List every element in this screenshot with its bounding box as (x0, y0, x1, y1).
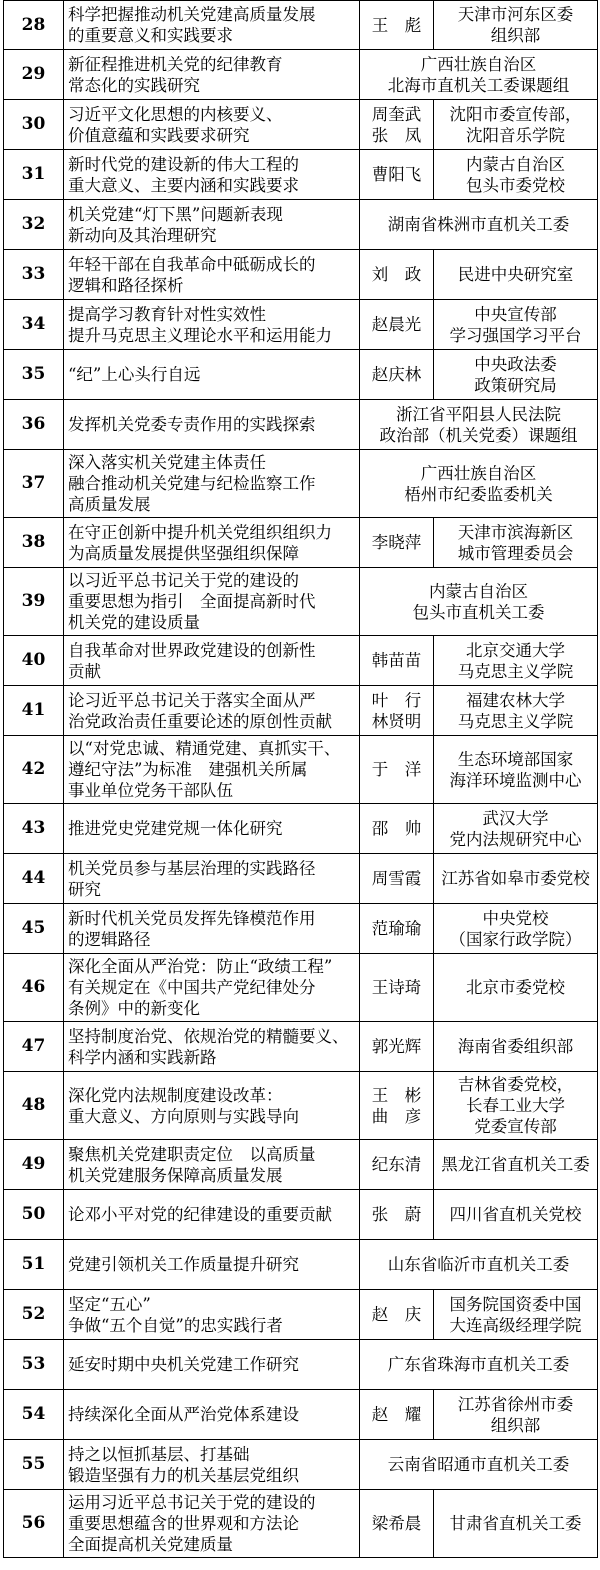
table-row (4, 400, 598, 450)
table-body (4, 1, 598, 1558)
author-unit: 湖南省株洲市直机关工委 (360, 200, 598, 250)
author-unit: 海南省委组织部 (434, 1022, 598, 1072)
awards-table (3, 0, 598, 1558)
author-unit: 吉林省委党校， 长春工业大学 党委宣传部 (434, 1072, 598, 1140)
row-number: 42 (4, 736, 64, 804)
paper-title: 自我革命对世界政党建设的创新性 贡献 (64, 636, 360, 686)
row-number: 29 (4, 50, 64, 100)
row-number: 49 (4, 1140, 64, 1190)
author-name: 王诗琦 (360, 954, 434, 1022)
author-unit: 四川省直机关党校 (434, 1190, 598, 1240)
row-number: 30 (4, 100, 64, 150)
table-row (4, 150, 598, 200)
row-number: 53 (4, 1340, 64, 1390)
paper-title: 提高学习教育针对性实效性 提升马克思主义理论水平和运用能力 (64, 300, 360, 350)
table-row (4, 1022, 598, 1072)
table-row (4, 1240, 598, 1290)
author-name: 纪东清 (360, 1140, 434, 1190)
paper-title: 运用习近平总书记关于党的建设的 重要思想蕴含的世界观和方法论 全面提高机关党建质量 (64, 1490, 360, 1558)
table-row (4, 350, 598, 400)
author-name: 周奎武 张 凤 (360, 100, 434, 150)
author-name: 叶 行 林贤明 (360, 686, 434, 736)
author-name: 王 彬 曲 彦 (360, 1072, 434, 1140)
author-name: 王 彪 (360, 1, 434, 50)
author-unit: 天津市滨海新区 城市管理委员会 (434, 518, 598, 568)
table-row (4, 1490, 598, 1558)
paper-title: 深化全面从严治党：防止“政绩工程” 有关规定在《中国共产党纪律处分 条例》中的新变化 (64, 954, 360, 1022)
author-unit: 沈阳市委宣传部， 沈阳音乐学院 (434, 100, 598, 150)
table-row (4, 300, 598, 350)
paper-title: 科学把握推动机关党建高质量发展 的重要意义和实践要求 (64, 1, 360, 50)
author-name: 赵 庆 (360, 1290, 434, 1340)
row-number: 46 (4, 954, 64, 1022)
row-number: 54 (4, 1390, 64, 1440)
table-row (4, 854, 598, 904)
table-row (4, 518, 598, 568)
table-row (4, 200, 598, 250)
paper-title: 持之以恒抓基层、打基础 锻造坚强有力的机关基层党组织 (64, 1440, 360, 1490)
table-row (4, 636, 598, 686)
paper-title: 聚焦机关党建职责定位 以高质量 机关党建服务保障高质量发展 (64, 1140, 360, 1190)
paper-title: 深入落实机关党建主体责任 融合推动机关党建与纪检监察工作 高质量发展 (64, 450, 360, 518)
row-number: 52 (4, 1290, 64, 1340)
row-number: 32 (4, 200, 64, 250)
author-unit: 中央政法委 政策研究局 (434, 350, 598, 400)
author-name: 赵 耀 (360, 1390, 434, 1440)
author-name: 于 洋 (360, 736, 434, 804)
paper-title: 推进党史党建党规一体化研究 (64, 804, 360, 854)
author-name: 张 蔚 (360, 1190, 434, 1240)
author-unit: 北京市委党校 (434, 954, 598, 1022)
row-number: 40 (4, 636, 64, 686)
row-number: 48 (4, 1072, 64, 1140)
author-name: 梁希晨 (360, 1490, 434, 1558)
table-row (4, 1, 598, 50)
paper-title: 论邓小平对党的纪律建设的重要贡献 (64, 1190, 360, 1240)
paper-title: 党建引领机关工作质量提升研究 (64, 1240, 360, 1290)
table-row (4, 100, 598, 150)
author-unit: 中央党校 （国家行政学院） (434, 904, 598, 954)
author-name: 刘 政 (360, 250, 434, 300)
row-number: 55 (4, 1440, 64, 1490)
table-row (4, 1390, 598, 1440)
table-row (4, 1072, 598, 1140)
author-unit: 福建农林大学 马克思主义学院 (434, 686, 598, 736)
table-row (4, 1140, 598, 1190)
paper-title: 机关党员参与基层治理的实践路径 研究 (64, 854, 360, 904)
table-row (4, 686, 598, 736)
table-row (4, 904, 598, 954)
row-number: 36 (4, 400, 64, 450)
author-unit: 黑龙江省直机关工委 (434, 1140, 598, 1190)
author-unit: 国务院国资委中国 大连高级经理学院 (434, 1290, 598, 1340)
author-name: 曹阳飞 (360, 150, 434, 200)
paper-title: 以“对党忠诚、精通党建、真抓实干、 遵纪守法”为标准 建强机关所属 事业单位党务干部队伍 (64, 736, 360, 804)
author-unit: 广西壮族自治区 梧州市纪委监委机关 (360, 450, 598, 518)
row-number: 47 (4, 1022, 64, 1072)
author-unit: 武汉大学 党内法规研究中心 (434, 804, 598, 854)
row-number: 45 (4, 904, 64, 954)
table-row (4, 954, 598, 1022)
author-name: 范瑜瑜 (360, 904, 434, 954)
paper-title: 持续深化全面从严治党体系建设 (64, 1390, 360, 1440)
paper-title: 坚定“五心” 争做“五个自觉”的忠实践行者 (64, 1290, 360, 1340)
author-unit: 江苏省徐州市委 组织部 (434, 1390, 598, 1440)
author-unit: 山东省临沂市直机关工委 (360, 1240, 598, 1290)
row-number: 35 (4, 350, 64, 400)
table-row (4, 568, 598, 636)
paper-title: 新时代机关党员发挥先锋模范作用 的逻辑路径 (64, 904, 360, 954)
row-number: 38 (4, 518, 64, 568)
row-number: 56 (4, 1490, 64, 1558)
author-unit: 生态环境部国家 海洋环境监测中心 (434, 736, 598, 804)
paper-title: 深化党内法规制度建设改革： 重大意义、方向原则与实践导向 (64, 1072, 360, 1140)
paper-title: 新征程推进机关党的纪律教育 常态化的实践研究 (64, 50, 360, 100)
author-unit: 江苏省如皋市委党校 (434, 854, 598, 904)
row-number: 41 (4, 686, 64, 736)
author-unit: 天津市河东区委 组织部 (434, 1, 598, 50)
paper-title: 年轻干部在自我革命中砥砺成长的 逻辑和路径探析 (64, 250, 360, 300)
paper-title: 延安时期中央机关党建工作研究 (64, 1340, 360, 1390)
author-name: 赵庆林 (360, 350, 434, 400)
author-unit: 甘肃省直机关工委 (434, 1490, 598, 1558)
row-number: 28 (4, 1, 64, 50)
paper-title: 新时代党的建设新的伟大工程的 重大意义、主要内涵和实践要求 (64, 150, 360, 200)
author-unit: 广西壮族自治区 北海市直机关工委课题组 (360, 50, 598, 100)
paper-title: 发挥机关党委专责作用的实践探索 (64, 400, 360, 450)
author-name: 李晓萍 (360, 518, 434, 568)
author-name: 韩苗苗 (360, 636, 434, 686)
paper-title: 机关党建“灯下黑”问题新表现 新动向及其治理研究 (64, 200, 360, 250)
row-number: 33 (4, 250, 64, 300)
author-name: 郭光辉 (360, 1022, 434, 1072)
table-row (4, 1440, 598, 1490)
paper-title: 坚持制度治党、依规治党的精髓要义、 科学内涵和实践新路 (64, 1022, 360, 1072)
paper-title: 以习近平总书记关于党的建设的 重要思想为指引 全面提高新时代 机关党的建设质量 (64, 568, 360, 636)
author-name: 周雪霞 (360, 854, 434, 904)
paper-title: 习近平文化思想的内核要义、 价值意蕴和实践要求研究 (64, 100, 360, 150)
row-number: 43 (4, 804, 64, 854)
row-number: 51 (4, 1240, 64, 1290)
table-row (4, 1290, 598, 1340)
table-row (4, 50, 598, 100)
author-unit: 北京交通大学 马克思主义学院 (434, 636, 598, 686)
author-name: 邵 帅 (360, 804, 434, 854)
author-name: 赵晨光 (360, 300, 434, 350)
table-row (4, 736, 598, 804)
author-unit: 民进中央研究室 (434, 250, 598, 300)
table-row (4, 1340, 598, 1390)
author-unit: 内蒙古自治区 包头市直机关工委 (360, 568, 598, 636)
row-number: 39 (4, 568, 64, 636)
table-row (4, 804, 598, 854)
author-unit: 中央宣传部 学习强国学习平台 (434, 300, 598, 350)
row-number: 50 (4, 1190, 64, 1240)
row-number: 34 (4, 300, 64, 350)
author-unit: 广东省珠海市直机关工委 (360, 1340, 598, 1390)
row-number: 37 (4, 450, 64, 518)
author-unit: 云南省昭通市直机关工委 (360, 1440, 598, 1490)
author-unit: 浙江省平阳县人民法院 政治部（机关党委）课题组 (360, 400, 598, 450)
author-unit: 内蒙古自治区 包头市委党校 (434, 150, 598, 200)
table-row (4, 250, 598, 300)
paper-title: 在守正创新中提升机关党组织组织力 为高质量发展提供坚强组织保障 (64, 518, 360, 568)
table-row (4, 1190, 598, 1240)
row-number: 44 (4, 854, 64, 904)
paper-title: 论习近平总书记关于落实全面从严 治党政治责任重要论述的原创性贡献 (64, 686, 360, 736)
paper-title: “纪”上心头行自远 (64, 350, 360, 400)
table-row (4, 450, 598, 518)
row-number: 31 (4, 150, 64, 200)
